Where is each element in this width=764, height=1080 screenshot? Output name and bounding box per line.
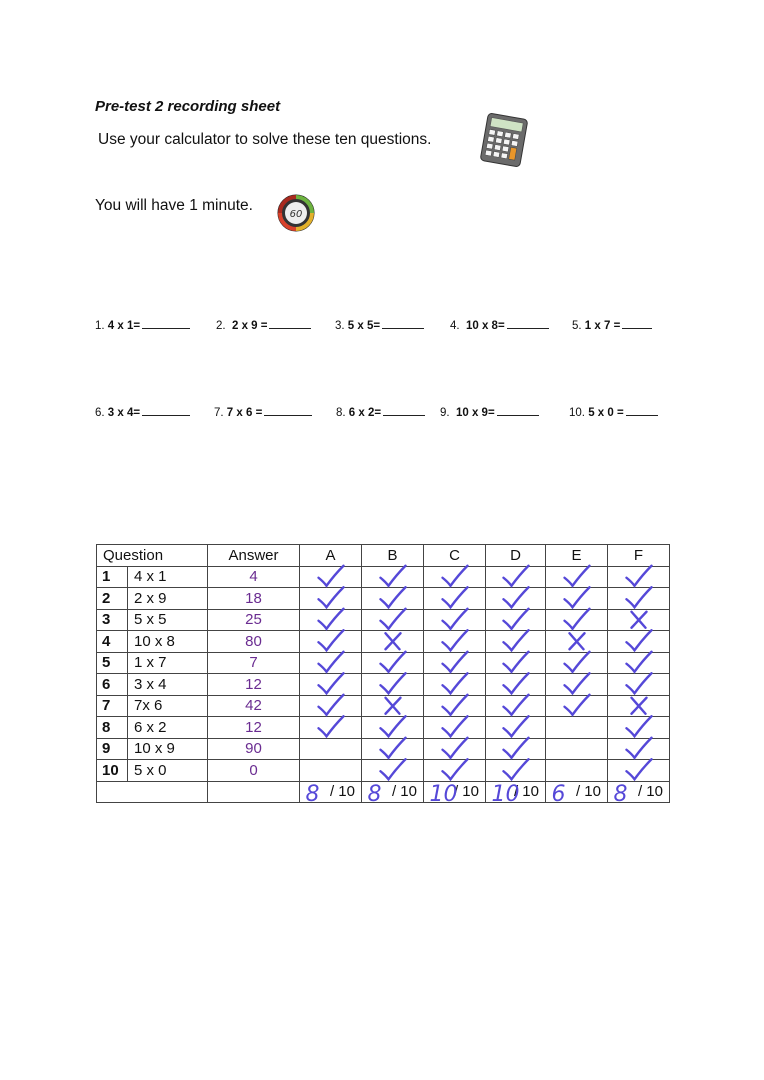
mark-cell[interactable] bbox=[546, 738, 608, 760]
question-4: 4. 10 x 8= bbox=[450, 318, 549, 332]
mark-cell[interactable] bbox=[608, 652, 670, 674]
header-c: C bbox=[424, 545, 486, 567]
row-expression: 10 x 9 bbox=[128, 738, 208, 760]
mark-cell[interactable] bbox=[546, 695, 608, 717]
calculator-icon bbox=[478, 112, 530, 168]
row-expression: 5 x 0 bbox=[128, 760, 208, 782]
mark-cell[interactable] bbox=[608, 695, 670, 717]
row-number: 2 bbox=[97, 588, 128, 610]
timer-icon bbox=[276, 193, 316, 233]
row-answer: 4 bbox=[208, 566, 300, 588]
mark-cell[interactable] bbox=[424, 760, 486, 782]
row-number: 1 bbox=[97, 566, 128, 588]
handwritten-score-d: 10 bbox=[491, 782, 520, 807]
mark-cell[interactable] bbox=[608, 760, 670, 782]
table-row bbox=[97, 609, 670, 631]
mark-cell[interactable] bbox=[300, 760, 362, 782]
time-note: You will have 1 minute. bbox=[95, 197, 253, 214]
question-7: 7. 7 x 6 = bbox=[214, 405, 312, 419]
table-row bbox=[97, 631, 670, 653]
row-answer: 12 bbox=[208, 717, 300, 739]
mark-cell[interactable] bbox=[486, 566, 546, 588]
mark-cell[interactable] bbox=[486, 652, 546, 674]
mark-cell[interactable] bbox=[362, 695, 424, 717]
answer-blank[interactable] bbox=[382, 318, 424, 329]
score-row bbox=[97, 781, 670, 803]
answer-blank[interactable] bbox=[626, 405, 658, 416]
row-answer: 25 bbox=[208, 609, 300, 631]
mark-cell[interactable] bbox=[546, 674, 608, 696]
mark-cell[interactable] bbox=[608, 717, 670, 739]
question-6: 6. 3 x 4= bbox=[95, 405, 190, 419]
mark-cell[interactable] bbox=[546, 566, 608, 588]
mark-cell[interactable] bbox=[424, 738, 486, 760]
table-row bbox=[97, 695, 670, 717]
row-answer: 90 bbox=[208, 738, 300, 760]
mark-cell[interactable] bbox=[486, 609, 546, 631]
answer-blank[interactable] bbox=[383, 405, 425, 416]
row-answer: 7 bbox=[208, 652, 300, 674]
mark-cell[interactable] bbox=[424, 652, 486, 674]
row-expression: 6 x 2 bbox=[128, 717, 208, 739]
mark-cell[interactable] bbox=[362, 760, 424, 782]
row-expression: 3 x 4 bbox=[128, 674, 208, 696]
mark-cell[interactable] bbox=[608, 566, 670, 588]
mark-cell[interactable] bbox=[300, 566, 362, 588]
row-number: 5 bbox=[97, 652, 128, 674]
table-row bbox=[97, 738, 670, 760]
handwritten-score-c: 10 bbox=[429, 782, 458, 807]
question-3: 3. 5 x 5= bbox=[335, 318, 424, 332]
mark-cell[interactable] bbox=[608, 674, 670, 696]
mark-cell[interactable] bbox=[486, 717, 546, 739]
mark-cell[interactable] bbox=[424, 695, 486, 717]
mark-cell[interactable] bbox=[486, 695, 546, 717]
score-e: / 10 bbox=[546, 781, 608, 803]
score-f: / 10 bbox=[608, 781, 670, 803]
mark-cell[interactable] bbox=[424, 631, 486, 653]
mark-cell[interactable] bbox=[300, 717, 362, 739]
row-number: 4 bbox=[97, 631, 128, 653]
mark-cell[interactable] bbox=[362, 631, 424, 653]
mark-cell[interactable] bbox=[424, 566, 486, 588]
mark-cell[interactable] bbox=[362, 652, 424, 674]
row-answer: 0 bbox=[208, 760, 300, 782]
row-expression: 4 x 1 bbox=[128, 566, 208, 588]
answer-blank[interactable] bbox=[264, 405, 312, 416]
mark-cell[interactable] bbox=[300, 609, 362, 631]
header-e: E bbox=[546, 545, 608, 567]
mark-cell[interactable] bbox=[608, 609, 670, 631]
row-number: 3 bbox=[97, 609, 128, 631]
answer-blank[interactable] bbox=[142, 405, 190, 416]
mark-cell[interactable] bbox=[546, 760, 608, 782]
mark-cell[interactable] bbox=[362, 566, 424, 588]
mark-cell[interactable] bbox=[608, 738, 670, 760]
mark-cell[interactable] bbox=[362, 588, 424, 610]
handwritten-score-a: 8 bbox=[305, 782, 320, 807]
row-answer: 18 bbox=[208, 588, 300, 610]
mark-cell[interactable] bbox=[300, 695, 362, 717]
row-expression: 1 x 7 bbox=[128, 652, 208, 674]
answer-blank[interactable] bbox=[142, 318, 190, 329]
mark-cell[interactable] bbox=[608, 631, 670, 653]
header-f: F bbox=[608, 545, 670, 567]
score-c: / 10 bbox=[424, 781, 486, 803]
mark-cell[interactable] bbox=[300, 652, 362, 674]
mark-cell[interactable] bbox=[424, 674, 486, 696]
mark-cell[interactable] bbox=[486, 631, 546, 653]
table-row bbox=[97, 760, 670, 782]
handwritten-score-b: 8 bbox=[367, 782, 382, 807]
mark-cell[interactable] bbox=[424, 588, 486, 610]
handwritten-score-e: 6 bbox=[551, 782, 566, 807]
timer-label: 60 bbox=[289, 209, 303, 220]
header-a: A bbox=[300, 545, 362, 567]
row-expression: 5 x 5 bbox=[128, 609, 208, 631]
question-2: 2. 2 x 9 = bbox=[216, 318, 311, 332]
row-number: 6 bbox=[97, 674, 128, 696]
mark-cell[interactable] bbox=[362, 738, 424, 760]
mark-cell[interactable] bbox=[362, 717, 424, 739]
row-expression: 10 x 8 bbox=[128, 631, 208, 653]
row-answer: 80 bbox=[208, 631, 300, 653]
mark-cell[interactable] bbox=[424, 609, 486, 631]
score-a: / 10 bbox=[300, 781, 362, 803]
mark-cell[interactable] bbox=[300, 674, 362, 696]
header-question: Question bbox=[97, 545, 208, 567]
mark-cell[interactable] bbox=[362, 609, 424, 631]
row-number: 9 bbox=[97, 738, 128, 760]
row-expression: 7x 6 bbox=[128, 695, 208, 717]
instruction-text: Use your calculator to solve these ten questions. bbox=[98, 131, 432, 148]
score-blank bbox=[97, 781, 208, 803]
mark-cell[interactable] bbox=[486, 738, 546, 760]
row-answer: 12 bbox=[208, 674, 300, 696]
answer-blank[interactable] bbox=[507, 318, 549, 329]
mark-cell[interactable] bbox=[608, 588, 670, 610]
page-title: Pre-test 2 recording sheet bbox=[95, 98, 281, 115]
handwritten-score-f: 8 bbox=[613, 782, 628, 807]
score-b: / 10 bbox=[362, 781, 424, 803]
header-b: B bbox=[362, 545, 424, 567]
row-number: 8 bbox=[97, 717, 128, 739]
question-10: 10. 5 x 0 = bbox=[569, 405, 658, 419]
header-answer: Answer bbox=[208, 545, 300, 567]
answer-blank[interactable] bbox=[497, 405, 539, 416]
row-number: 7 bbox=[97, 695, 128, 717]
table-row bbox=[97, 652, 670, 674]
answer-blank[interactable] bbox=[269, 318, 311, 329]
table-row bbox=[97, 674, 670, 696]
score-blank bbox=[208, 781, 300, 803]
mark-cell[interactable] bbox=[546, 631, 608, 653]
mark-cell[interactable] bbox=[546, 588, 608, 610]
row-expression: 2 x 9 bbox=[128, 588, 208, 610]
question-5: 5. 1 x 7 = bbox=[572, 318, 652, 332]
header-d: D bbox=[486, 545, 546, 567]
mark-cell[interactable] bbox=[486, 760, 546, 782]
mark-cell[interactable] bbox=[300, 588, 362, 610]
mark-cell[interactable] bbox=[362, 674, 424, 696]
table-row bbox=[97, 588, 670, 610]
recording-table bbox=[96, 544, 670, 803]
score-d: / 10 bbox=[486, 781, 546, 803]
row-number: 10 bbox=[97, 760, 128, 782]
question-1: 1. 4 x 1= bbox=[95, 318, 190, 332]
mark-cell[interactable] bbox=[546, 652, 608, 674]
row-answer: 42 bbox=[208, 695, 300, 717]
mark-cell[interactable] bbox=[424, 717, 486, 739]
table-header-row bbox=[97, 545, 670, 567]
mark-cell[interactable] bbox=[486, 674, 546, 696]
mark-cell[interactable] bbox=[300, 631, 362, 653]
question-8: 8. 6 x 2= bbox=[336, 405, 425, 419]
table-row bbox=[97, 717, 670, 739]
answer-blank[interactable] bbox=[622, 318, 652, 329]
question-9: 9. 10 x 9= bbox=[440, 405, 539, 419]
mark-cell[interactable] bbox=[546, 717, 608, 739]
mark-cell[interactable] bbox=[546, 609, 608, 631]
mark-cell[interactable] bbox=[300, 738, 362, 760]
mark-cell[interactable] bbox=[486, 588, 546, 610]
table-row bbox=[97, 566, 670, 588]
